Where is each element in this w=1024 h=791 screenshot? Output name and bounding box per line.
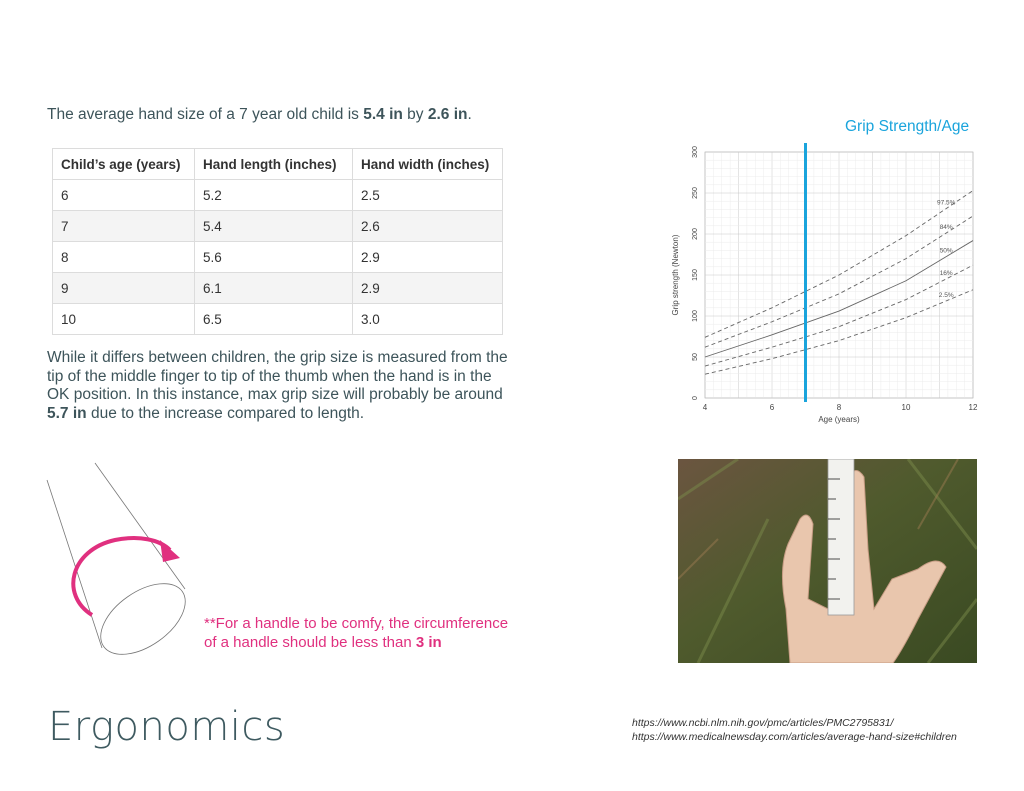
intro-prefix: The average hand size of a 7 year old child is [47, 106, 364, 123]
grip-size-paragraph [47, 349, 517, 423]
y-tick-label: 0 [692, 396, 699, 400]
table-cell: 8 [53, 242, 195, 273]
table-row [53, 304, 503, 335]
table-cell: 9 [53, 273, 195, 304]
series-label: 2.5% [938, 291, 954, 299]
table-header-age: Child’s age (years) [53, 149, 195, 180]
table-cell: 3.0 [353, 304, 503, 335]
source-link-1[interactable]: https://www.ncbi.nlm.nih.gov/pmc/articles/PMC2795831/ [632, 717, 894, 729]
table-cell: 2.9 [353, 273, 503, 304]
y-axis-label: Grip strength (Newton) [671, 234, 680, 316]
intro-suffix: . [467, 106, 472, 123]
intro-width: 2.6 in [427, 106, 468, 123]
source-link-2[interactable]: https://www.medicalnewsday.com/articles/average-hand-size#children [632, 731, 957, 743]
handle-note [204, 614, 514, 652]
x-axis-label: Age (years) [818, 415, 860, 424]
intro-middle: by [402, 106, 428, 123]
x-tick-label: 12 [968, 403, 978, 412]
series-label: 97.5% [936, 199, 956, 207]
table-header-row [53, 149, 503, 180]
y-tick-label: 100 [692, 310, 699, 322]
y-tick-label: 250 [692, 187, 699, 199]
table-cell: 6 [53, 180, 195, 211]
table-row [53, 180, 503, 211]
table-cell: 6.1 [195, 273, 353, 304]
grip-strength-chart [666, 140, 982, 430]
table-cell: 7 [53, 211, 195, 242]
hand-measurement-photo [678, 459, 977, 663]
table-cell: 10 [53, 304, 195, 335]
handle-cylinder-illustration [40, 455, 200, 665]
y-tick-label: 150 [692, 269, 699, 281]
table-cell: 5.2 [195, 180, 353, 211]
table-header-length: Hand length (inches) [195, 149, 353, 180]
ergonomics-logo: Ergonomics [48, 704, 286, 750]
table-header-width: Hand width (inches) [353, 149, 503, 180]
paragraph-suffix: due to the increase compared to length. [86, 404, 365, 422]
hand-size-table [52, 148, 503, 335]
intro-sentence [47, 106, 472, 124]
paragraph-bold: 5.7 in [47, 404, 87, 422]
table-row [53, 273, 503, 304]
note-bold: 3 in [415, 634, 442, 651]
note-text: **For a handle to be comfy, the circumference of a handle should be less than [204, 615, 509, 651]
table-row [53, 242, 503, 273]
table-row [53, 211, 503, 242]
y-tick-label: 200 [692, 228, 699, 240]
x-tick-label: 10 [901, 403, 911, 412]
paragraph-text: While it differs between children, the grip size is measured from the tip of the middle finger to tip of the thumb when the hand is in the OK position. In this instance, max grip size will probably be around [47, 349, 508, 403]
intro-length: 5.4 in [363, 106, 403, 123]
x-tick-label: 6 [769, 403, 775, 412]
table-cell: 2.6 [353, 211, 503, 242]
table-cell: 2.5 [353, 180, 503, 211]
y-tick-label: 300 [692, 146, 699, 158]
table-cell: 2.9 [353, 242, 503, 273]
table-cell: 6.5 [195, 304, 353, 335]
series-label: 84% [939, 224, 953, 232]
x-tick-label: 8 [836, 403, 842, 412]
chart-title: Grip Strength/Age [845, 118, 970, 135]
table-cell: 5.6 [195, 242, 353, 273]
y-tick-label: 50 [692, 353, 699, 361]
series-label: 50% [939, 247, 953, 255]
series-label: 16% [939, 269, 953, 277]
table-cell: 5.4 [195, 211, 353, 242]
x-tick-label: 4 [702, 403, 708, 412]
